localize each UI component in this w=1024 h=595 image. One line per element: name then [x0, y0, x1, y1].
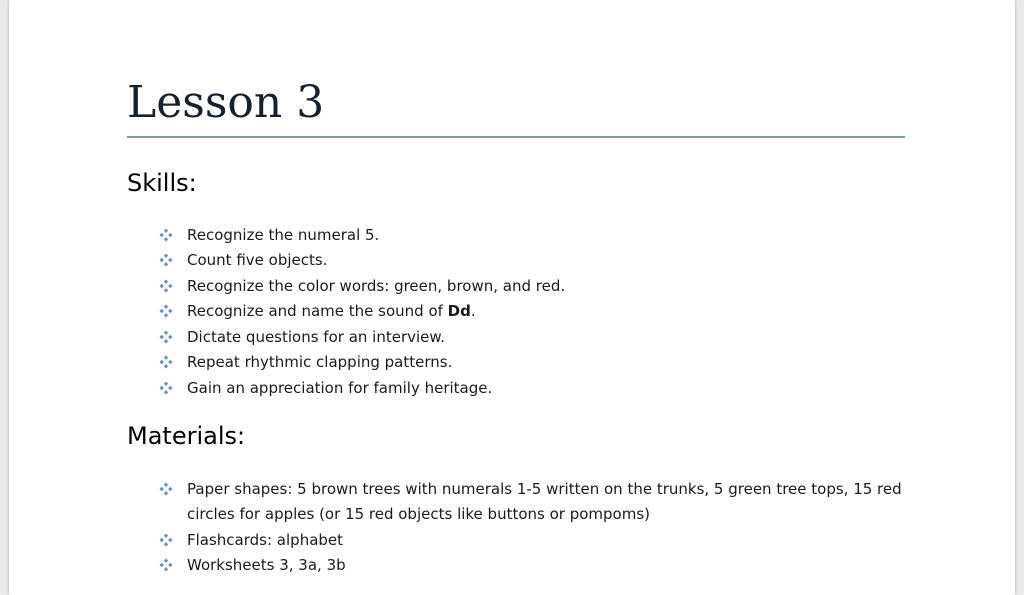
diamond-bullet-icon — [159, 330, 173, 344]
bold-letters: Dd — [447, 302, 471, 320]
list-item-text: Gain an appreciation for family heritage. — [187, 379, 493, 397]
diamond-bullet-icon — [159, 558, 173, 572]
list-item-text: Worksheets 3, 3a, 3b — [187, 556, 346, 574]
list-item-text: Recognize the numeral 5. — [187, 226, 380, 244]
diamond-bullet-icon — [159, 279, 173, 293]
diamond-bullet-icon — [159, 228, 173, 242]
diamond-bullet-icon — [159, 533, 173, 547]
diamond-bullet-icon — [159, 304, 173, 318]
list-item-text: Recognize the color words: green, brown, and red. — [187, 277, 566, 295]
list-item-text-line1: Paper shapes: 5 brown trees with numerals 1-5 written on the trunks, 5 green tree tops, 15 red — [187, 480, 902, 498]
page-title: Lesson 3 — [127, 77, 325, 128]
list-item-text: Recognize and name the sound of Dd. — [187, 302, 476, 320]
list-item-text: Count five objects. — [187, 251, 328, 269]
list-item-text: Flashcards: alphabet — [187, 531, 344, 549]
list-item-text-line2: circles for apples (or 15 red objects like buttons or pompoms) — [187, 505, 651, 523]
diamond-bullet-icon — [159, 355, 173, 369]
document-page — [9, 0, 1015, 595]
diamond-bullet-icon — [159, 381, 173, 395]
diamond-bullet-icon — [159, 253, 173, 267]
title-underline — [127, 136, 905, 138]
diamond-bullet-icon — [159, 482, 173, 496]
skills-heading: Skills: — [127, 169, 197, 197]
list-item-text: Repeat rhythmic clapping patterns. — [187, 353, 453, 371]
materials-heading: Materials: — [127, 422, 246, 450]
list-item-text: Dictate questions for an interview. — [187, 328, 446, 346]
